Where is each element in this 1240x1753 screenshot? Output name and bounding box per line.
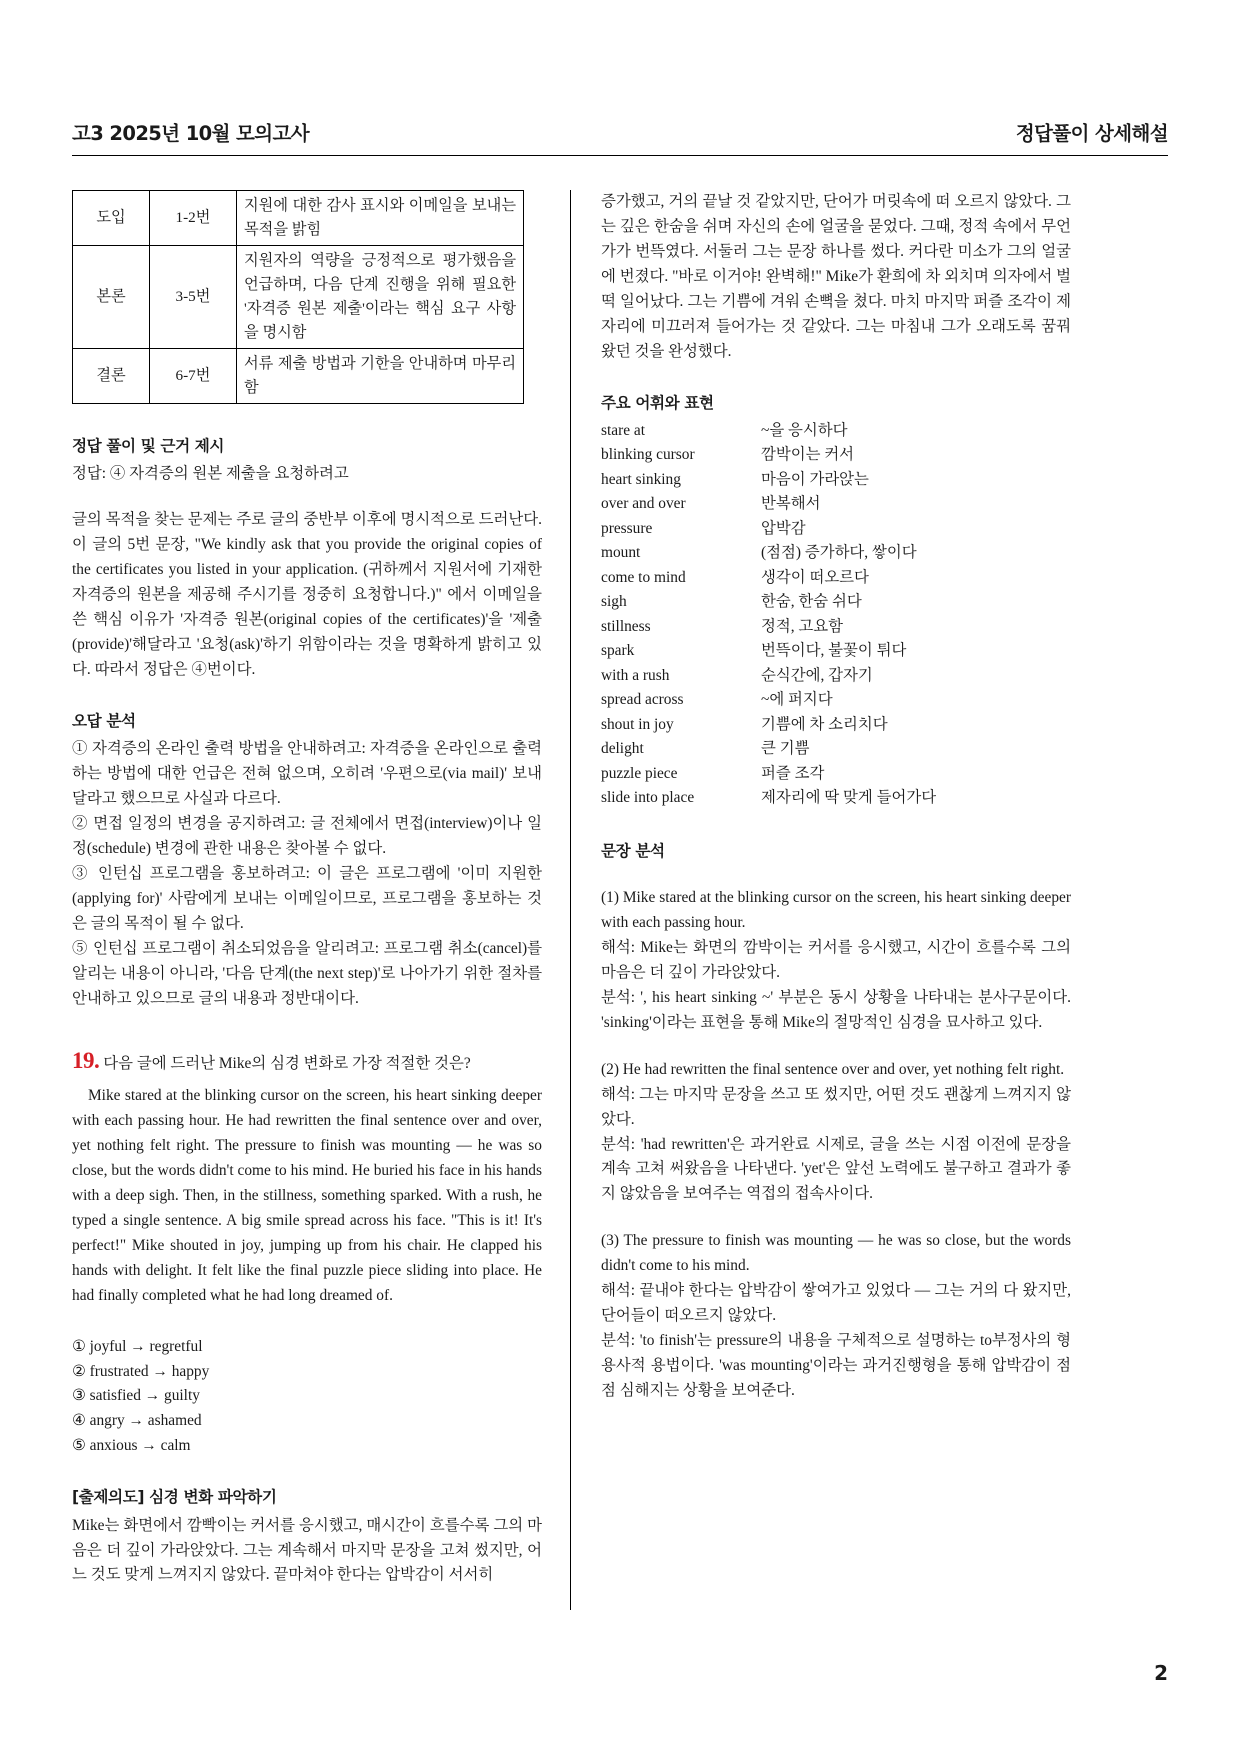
- vocab-meaning: (점점) 증가하다, 쌓이다: [761, 544, 917, 562]
- vocab-term: blinking cursor: [601, 446, 695, 464]
- vocab-term: delight: [601, 740, 644, 758]
- vocab-meaning: 번뜩이다, 불꽃이 튀다: [761, 642, 907, 660]
- question-intent-text: Mike는 화면에서 깜빡이는 커서를 응시했고, 매시간이 흐를수록 그의 마음은 더 깊이 가라앉았다. 그는 계속해서 마지막 문장을 고쳐 썼지만, 어느 것도 맞게 느껴지지 않았다. 끝마쳐야 한다는 압박감이 서서히: [72, 1516, 542, 1584]
- page-number: 2: [1154, 1661, 1168, 1685]
- question-prompt-text: 다음 글에 드러난 Mike의 심경 변화로 가장 적절한 것은?: [103, 1054, 471, 1072]
- table-cell-desc: 지원자의 역량을 긍정적으로 평가했음을 언급하며, 다음 단계 진행을 위해 필요한 '자격증 원본 제출'이라는 핵심 요구 사항을 명시함: [237, 246, 524, 349]
- vocab-meaning: 압박감: [761, 519, 806, 537]
- vocab-term: with a rush: [601, 666, 670, 684]
- vocab-term: stillness: [601, 617, 651, 635]
- analysis-explanation: 분석: 'had rewritten'은 과거완료 시제로, 글을 쓰는 시점 이전에 문장을 계속 고쳐 써왔음을 나타낸다. 'yet'은 앞선 노력에도 불구하고 결과가 좋지 않았음을 보여주는 역접의 접속사이다.: [601, 1135, 1071, 1203]
- wrong-answer-analysis-heading: 오답 분석: [72, 712, 136, 730]
- vocab-meaning: 반복해서: [761, 495, 821, 513]
- analysis-translation: 해석: 끝내야 한다는 압박감이 쌓여가고 있었다 — 그는 거의 다 왔지만, 단어들이 떠오르지 않았다.: [601, 1282, 1071, 1325]
- question-number: 19.: [72, 1047, 100, 1073]
- vocab-term: spark: [601, 642, 635, 660]
- table-cell-range: 3-5번: [150, 246, 237, 349]
- list-item: [601, 615, 1071, 639]
- analysis-translation: 해석: Mike는 화면의 깜박이는 커서를 응시했고, 시간이 흐를수록 그의 마음은 더 깊이 가라앉았다.: [601, 938, 1071, 981]
- left-column: [72, 190, 570, 1610]
- page-header: [72, 118, 1168, 155]
- answer-explanation-heading: 정답 풀이 및 근거 제시: [72, 437, 225, 456]
- table-cell-range: 6-7번: [150, 349, 237, 404]
- vocab-meaning: 마음이 가라앉는: [761, 470, 869, 488]
- list-item: [601, 566, 1071, 590]
- table-cell-desc: 지원에 대한 감사 표시와 이메일을 보내는 목적을 밝힘: [237, 191, 524, 246]
- header-divider: [72, 155, 1168, 156]
- table-cell-stage: 본론: [73, 246, 150, 349]
- list-item: [601, 688, 1071, 712]
- list-item: [601, 713, 1071, 737]
- wrong-answer-item-3: ③ 인턴십 프로그램을 홍보하려고: 이 글은 프로그램에 '이미 지원한 (applying for)' 사람에게 보내는 이메일이므로, 프로그램을 홍보하는 것은 글의 목적이 될 수 없다.: [72, 865, 542, 932]
- vocab-meaning: ~에 퍼지다: [761, 691, 833, 709]
- list-item: [601, 737, 1071, 761]
- answer-choice-1[interactable]: ① joyful → regretful: [72, 1337, 203, 1355]
- list-item: [601, 419, 1071, 443]
- vocab-meaning: 제자리에 딱 맞게 들어가다: [761, 789, 937, 807]
- right-column: [570, 190, 1071, 1610]
- vocab-term: pressure: [601, 519, 653, 537]
- vocab-meaning: 정적, 고요함: [761, 617, 844, 635]
- list-item: [601, 541, 1071, 565]
- analysis-explanation: 분석: 'to finish'는 pressure의 내용을 구체적으로 설명하는 to부정사의 형용사적 용법이다. 'was mounting'이라는 과거진행형을 통해 압박감이 점점 심해지는 상황을 보여준다.: [601, 1332, 1071, 1400]
- wrong-answer-item-1: ① 자격증의 온라인 출력 방법을 안내하려고: 자격증을 온라인으로 출력하는 방법에 대한 언급은 전혀 없으며, 오히려 '우편으로(via mail)' 보내달라고 했으므로 사실과 다르다.: [72, 740, 542, 808]
- vocab-term: spread across: [601, 691, 684, 709]
- vocabulary-heading: 주요 어휘와 표현: [601, 393, 714, 412]
- wrong-answer-item-5: ⑤ 인턴십 프로그램이 취소되었음을 알리려고: 프로그램 취소(cancel)를 알리는 내용이 아니라, '다음 단계(the next step)'로 나아가기 위한 절차를 안내하고 있으므로 글의 내용과 정반대이다.: [72, 939, 542, 1007]
- header-exam-title: 고3 2025년 10월 모의고사: [72, 122, 310, 145]
- vocab-term: slide into place: [601, 789, 695, 807]
- vocab-meaning: 순식간에, 갑자기: [761, 666, 873, 684]
- intent-text-continuation: 증가했고, 거의 끝날 것 같았지만, 단어가 머릿속에 떠 오르지 않았다. 그는 깊은 한숨을 쉬며 자신의 손에 얼굴을 묻었다. 그때, 정적 속에서 무언가가 번뜩였다. 서둘러 그는 문장 하나를 썼다. 커다란 미소가 그의 얼굴에 번졌다. "바로 이거야! 완벽해!" Mike가 환희에 차 외치며 의자에서 벌떡 일어났다. 그는 기쁨에 겨워 손뼉을 쳤다. 마치 마지막 퍼즐 조각이 제자리에 미끄러져 들어가는 것 같았다. 그는 마침내 그가 오래도록 꿈꿔 왔던 것을 완성했다.: [601, 193, 1071, 360]
- list-item: [601, 443, 1071, 467]
- vocab-term: come to mind: [601, 568, 686, 586]
- vocab-meaning: 퍼즐 조각: [761, 764, 825, 782]
- vocab-term: heart sinking: [601, 470, 681, 488]
- sentence-analysis-block-3: [601, 1229, 1071, 1404]
- vocab-term: sigh: [601, 593, 627, 611]
- table-row: [73, 349, 524, 404]
- analysis-sentence: (3) The pressure to finish was mounting — he was so close, but the words didn't come to his mind.: [601, 1232, 1071, 1275]
- vocab-term: puzzle piece: [601, 764, 678, 782]
- vocab-meaning: 깜박이는 커서: [761, 446, 855, 464]
- list-item: [601, 468, 1071, 492]
- two-column-body: [72, 190, 1168, 1610]
- answer-choice-4[interactable]: ④ angry → ashamed: [72, 1412, 202, 1430]
- table-cell-stage: 결론: [73, 349, 150, 404]
- vocab-meaning: 기쁨에 차 소리치다: [761, 715, 888, 733]
- question-passage: Mike stared at the blinking cursor on the screen, his heart sinking deeper with each passing hour. He had rewritten the final sentence over and over, yet nothing felt right. The pressure to finish was mounting — he was so close, but the words didn't come to his mind. He buried his face in his hands with a deep sigh. Then, in the stillness, something sparked. With a rush, he typed a single sentence. A big smile spread across his face. "This is it! It's perfect!" Mike shouted in joy, jumping up from his chair. He clapped his hands with delight. It felt like the final puzzle piece sliding into place. He had finally completed what he had long dreamed of.: [72, 1086, 542, 1304]
- analysis-sentence: (1) Mike stared at the blinking cursor on the screen, his heart sinking deeper with each passing hour.: [601, 888, 1071, 931]
- analysis-sentence: (2) He had rewritten the final sentence over and over, yet nothing felt right.: [601, 1060, 1065, 1078]
- vocab-meaning: ~을 응시하다: [761, 421, 848, 439]
- analysis-explanation: 분석: ', his heart sinking ~' 부분은 동시 상황을 나타내는 분사구문이다. 'sinking'이라는 표현을 통해 Mike의 절망적인 심경을 묘사하고 있다.: [601, 988, 1071, 1031]
- vocab-meaning: 생각이 떠오르다: [761, 568, 869, 586]
- list-item: [601, 590, 1071, 614]
- table-row: [73, 246, 524, 349]
- table-row: [73, 191, 524, 246]
- answer-choice-list: [72, 1335, 542, 1460]
- list-item: [601, 492, 1071, 516]
- list-item: [601, 664, 1071, 688]
- passage-structure-table: [72, 190, 524, 404]
- vocab-term: shout in joy: [601, 715, 674, 733]
- question-intent-heading: [출제의도] 심경 변화 파악하기: [72, 1488, 277, 1507]
- list-item: [601, 786, 1071, 810]
- table-cell-desc: 서류 제출 방법과 기한을 안내하며 마무리함: [237, 349, 524, 404]
- table-cell-stage: 도입: [73, 191, 150, 246]
- vocab-term: stare at: [601, 421, 646, 439]
- vocab-meaning: 한숨, 한숨 쉬다: [761, 593, 862, 611]
- sentence-analysis-block-2: [601, 1058, 1071, 1208]
- analysis-translation: 해석: 그는 마지막 문장을 쓰고 또 썼지만, 어떤 것도 괜찮게 느껴지지 않았다.: [601, 1085, 1071, 1128]
- vocab-term: mount: [601, 544, 641, 562]
- table-cell-range: 1-2번: [150, 191, 237, 246]
- wrong-answer-item-2: ② 면접 일정의 변경을 공지하려고: 글 전체에서 면접(interview)이나 일정(schedule) 변경에 관한 내용은 찾아볼 수 없다.: [72, 815, 542, 858]
- sentence-analysis-heading: 문장 분석: [601, 841, 665, 860]
- header-section-title: 정답풀이 상세해설: [1015, 122, 1168, 145]
- vocabulary-list: [601, 419, 1071, 811]
- list-item: [601, 762, 1071, 786]
- vocab-term: over and over: [601, 495, 686, 513]
- answer-choice-3[interactable]: ③ satisfied → guilty: [72, 1387, 200, 1405]
- question-prompt: [72, 1042, 542, 1079]
- sentence-analysis-block-1: [601, 886, 1071, 1036]
- vocab-meaning: 큰 기쁨: [761, 740, 810, 758]
- answer-explanation-text: 글의 목적을 찾는 문제는 주로 글의 중반부 이후에 명시적으로 드러난다. 이 글의 5번 문장, "We kindly ask that you provide the original copies of the certificates you listed in your application. (귀하께서 지원서에 기재한 자격증의 원본을 제공해 주시기를 정중히 요청합니다.)" 에서 이메일을 쓴 핵심 이유가 '자격증 원본(original copies of the certificates)'을 '제출(provide)'해달라고 '요청(ask)'하기 위함이라는 것을 명확하게 밝히고 있다. 따라서 정답은 ④번이다.: [72, 511, 542, 679]
- answer-choice-5[interactable]: ⑤ anxious → calm: [72, 1437, 191, 1455]
- list-item: [601, 639, 1071, 663]
- answer-choice-2[interactable]: ② frustrated → happy: [72, 1362, 210, 1380]
- list-item: [601, 517, 1071, 541]
- correct-answer-line: 정답: ④ 자격증의 원본 제출을 요청하려고: [72, 465, 349, 483]
